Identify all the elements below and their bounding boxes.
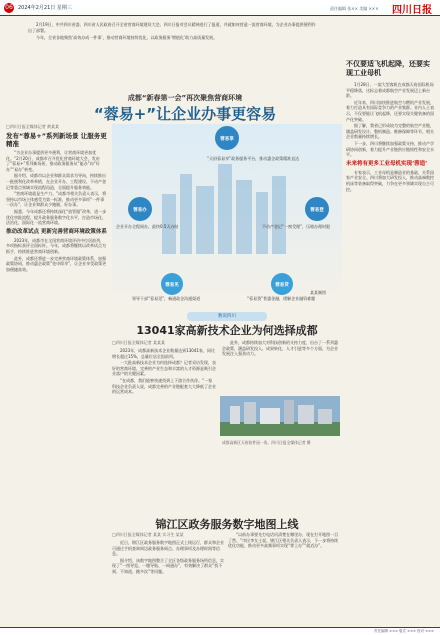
circle-label: 蓉易见 <box>165 283 179 288</box>
body-paragraph: 一大批高新技术企业为何选择成都？记者采访发现，良好的营商环境、完善的产业生态和丰富的人才资源是吸引企业落户的关键因素。 <box>112 360 216 377</box>
body-paragraph: 2023年，成都高新技术企业数量达到13041家，同比增长超过15%，总量位居全国前列。 <box>112 348 215 359</box>
page-footer <box>0 627 440 635</box>
subheading: 发布“蓉易+”系列新场景 让服务更精准 <box>6 132 107 148</box>
masthead-logo: 四川日报 <box>392 5 432 16</box>
graphic-note: 企业开办全程网办，最快0.5天办结 <box>116 224 179 229</box>
body-paragraph: 据悉，今年成都还将持续深化“放管服”改革，进一步优化审批流程，提升政务服务数字化水平，打造市场化、法治化、国际化一流营商环境。 <box>6 208 107 226</box>
body-paragraph: 据了解，我省已形成较为完整的航空产业链，涵盖研发设计、整机制造、维修保障等环节，相关企业数量持续增长。 <box>346 123 434 140</box>
section3-column-2 <box>228 532 340 624</box>
page-header <box>0 0 440 16</box>
body-paragraph: 此外，成都还将进一步完善营商环境政策体系，加强政策协同，推动惠企政策“免申即享”，让企业享受政策更加便捷高效。 <box>6 255 107 272</box>
circle-label: 蓉易贷 <box>275 283 289 288</box>
byline: □四川日报全媒体记者 某某 实习生 某某 <box>112 532 184 537</box>
body-paragraph: 下一步，四川将继续加强政策支持，推动产学研协同创新，着力提升产业链供应链韧性和安全水平。 <box>346 140 434 158</box>
service-circle <box>305 197 329 221</box>
section-label: 数说四川 <box>187 312 267 321</box>
page-number: 06 <box>5 4 13 11</box>
service-circle <box>215 126 239 150</box>
circle-label: 蓉易办 <box>133 208 147 213</box>
section2-column-2 <box>222 340 340 394</box>
issue-date: 2024年2月21日 星期三 <box>18 5 72 11</box>
body-paragraph: 近日，锦江区政务服务数字地图正式上线运行，群众和企业可通过手机查询周边政务服务网点、办理事项及办理时间等信息。 <box>112 540 224 557</box>
subheading: 未来将有更多工业母机实现‘蓉造’ <box>346 160 428 167</box>
body-paragraph: “以前办事要先打电话问清楚在哪里办，现在打开地图一目了然。”市民李女士说。锦江区相关负责人表示，下一步将持续优化功能，推动更多高频事项实现“掌上办”“就近办”。 <box>228 532 339 549</box>
photo-caption: 成都高新区天府软件园一角。四川日报全媒体记者 摄 <box>222 440 311 445</box>
service-circle <box>271 273 293 295</box>
subheading: 推动改革试点 更新完善营商环境政策体系 <box>6 228 107 235</box>
graphic-note: “天府蓉易享”政务服务平台，推动惠企政策精准直达 <box>207 156 300 161</box>
article-headline: “蓉易+”让企业办事更容易 <box>93 105 277 123</box>
circle-label: 蓉易登 <box>310 208 324 213</box>
body-paragraph: 近年来，四川加快推进航空与燃机产业发展，着力打造具有国际竞争力的产业集群。业内人士表示，不仅要能让飞机起降，还要实现关键装备的国产化突破。 <box>346 99 434 122</box>
body-paragraph: 据介绍，该数字地图整合了全区各级政务服务场所信息，实现了“一图导览、一键导航、一网通办”，有效解决了群众“找不到、不知道、跑多次”等问题。 <box>112 557 224 574</box>
byline: □四川日报全媒体记者 某某某 <box>112 340 166 345</box>
service-circle <box>128 197 152 221</box>
intro-paragraph: 今年，全省各地聚焦‘高效办成一件事’，推动营商环境持续优化，以政务服务‘增值化’助力高质量发展。 <box>36 35 218 40</box>
graphic-note: 领导干部“蓉易见”，畅通政企沟通渠道 <box>132 296 201 301</box>
footer-text: 责任编辑 ××× 版式 ××× 校对 ××× <box>374 629 434 633</box>
section3-column-1 <box>112 532 224 624</box>
section2-column-1 <box>112 340 216 510</box>
circle-label: 蓉易享 <box>220 137 234 142</box>
body-paragraph: 2023年，成都市在全国营商环境评价中位居前列，多项指标获评全国标杆。今年，成都将继续以改革试点为抓手，持续推进营商环境创新。 <box>6 237 106 254</box>
section-headline: 锦江区政务服务数字地图上线 <box>155 518 299 531</box>
byline: □四川日报全媒体记者 黄某某 <box>6 124 60 129</box>
article-kicker: 成都“新春第一会”再次聚焦营商环境 <box>127 94 243 102</box>
body-paragraph: “在成都，我们能够快速找到上下游合作伙伴。”一家科技企业负责人说，成都完善的产业链配套大大降低了企业的运营成本。 <box>112 377 216 395</box>
body-paragraph: “为企业办事提供更多便利，让营商环境更加优化。”2月20日，成都市召开优化营商环境大会，发布了“蓉易+”系列新场景，推动政务服务从“能办”向“好办”“易办”转变。 <box>6 150 100 172</box>
graphic-credit: 某某制图 <box>310 290 326 295</box>
right-headline: 不仅要适飞机起降，还要实现工业母机 <box>346 60 430 77</box>
editor-line: 责任编辑 张×× 美编 ××× <box>330 6 379 11</box>
body-paragraph: 此外，成都持续加大对科技创新的支持力度，出台了一系列惠企政策，涵盖研发投入、成果转化、人才引进等多个方面，为企业发展注入强劲动力。 <box>222 340 338 357</box>
infographic <box>112 124 342 304</box>
intro-block <box>28 22 318 42</box>
news-photo <box>220 396 340 436</box>
service-circle <box>161 273 183 295</box>
body-paragraph: 据介绍，成都市以企业和群众需求为导向，持续推出一批便利化改革举措，在企业开办、工程建设、不动产登记等重点领域实现流程再造，全面提升服务效能。 <box>6 173 106 190</box>
section-headline: 13041家高新技术企业为何选择成都 <box>136 324 318 337</box>
left-column <box>6 124 108 624</box>
right-column <box>346 20 436 620</box>
graphic-note: 不动产登记“一窗受理”，压缩办理时限 <box>262 224 331 229</box>
body-paragraph: 专家表示，工业母机是制造业的基础，关系国家产业安全。四川将加大研发投入，推动高端数控机床等装备取得突破，力争在更多领域实现自主可控。 <box>346 169 434 192</box>
body-paragraph: “营商环境就是生产力。”成都市相关负责人表示，将坚持以市场主体感受为第一标准，推动更多事项“一件事一次办”，让企业和群众少跑腿、好办事。 <box>6 191 107 208</box>
intro-paragraph: 2月19日，中共四川省委、四川省人民政府召开全省营商环境建设大会。四川日报对会议精神进行了报道，并就如何营造一流营商环境、为企业办事提供便利作出了部署。 <box>28 22 316 33</box>
body-paragraph: 1月28日，一架大型客机在成都天府国际机场平稳降落，这标志着成都航空产业发展迈上新台阶。 <box>346 82 434 99</box>
graphic-note: “蓉易贷”普惠金融，缓解企业融资难题 <box>247 296 316 301</box>
